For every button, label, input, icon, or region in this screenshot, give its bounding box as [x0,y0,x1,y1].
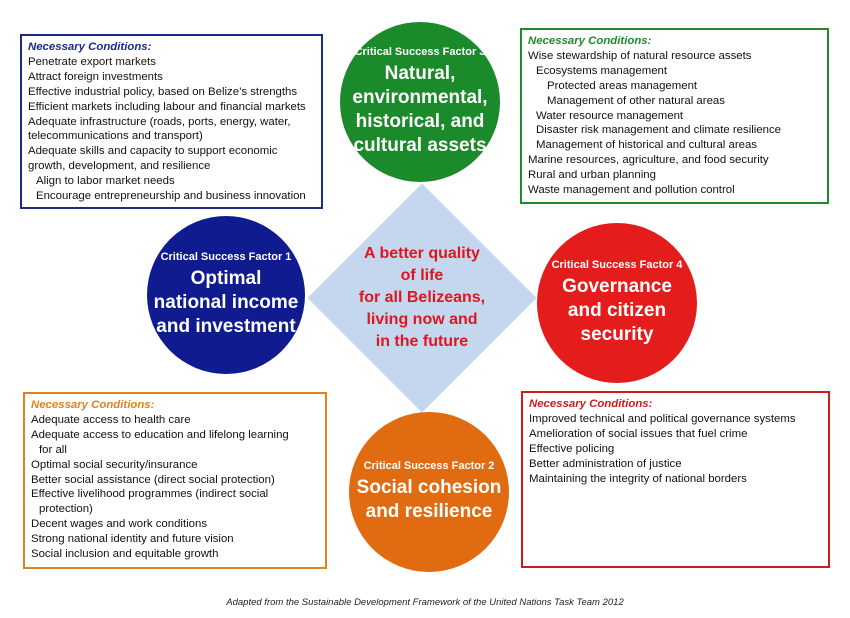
list-item: Protected areas management [547,79,698,92]
central-goal-line: in the future [375,333,469,350]
csf4-circle [537,223,697,383]
list-item: Improved technical and political governance systems [529,412,796,425]
central-goal-line: of life [400,267,444,284]
csf4-conditions-heading: Necessary Conditions: [529,398,653,410]
central-goal-line: living now and [366,311,478,328]
list-item: Management of historical and cultural areas [536,139,757,152]
list-item: Strong national identity and future vision [31,533,234,546]
central-goal-line: for all Belizeans, [358,289,486,306]
csf3-label: Critical Success Factor 3 [354,46,486,58]
list-item: Decent wages and work conditions [31,518,208,531]
list-item: Social inclusion and equitable growth [31,548,219,561]
list-item: for all [39,443,67,456]
list-item: Rural and urban planning [528,169,656,182]
list-item: Encourage entrepreneurship and business innovation [36,190,306,203]
central-goal-text [308,184,536,412]
list-item: Effective policing [529,442,615,455]
csf3-conditions-box [520,28,829,204]
list-item: Maintaining the integrity of national borders [529,472,747,485]
csf2-conditions-box [23,392,327,569]
csf2-label: Critical Success Factor 2 [363,460,495,472]
list-item: Effective livelihood programmes (indirect social [31,488,269,501]
csf3-title-line: historical, and [355,111,485,132]
csf4-title-line: Governance [562,276,672,297]
csf4-conditions-list [529,412,822,487]
list-item: Adequate skills and capacity to support economic [28,145,278,158]
list-item: Adequate infrastructure (roads, ports, energy, water, [28,115,291,128]
list-item: Optimal social security/insurance [31,458,198,471]
csf4-title [562,275,672,347]
list-item: Water resource management [536,109,684,122]
list-item: telecommunications and transport) [28,130,203,143]
csf1-label: Critical Success Factor 1 [160,251,292,263]
list-item: Wise stewardship of natural resource assets [528,49,752,62]
csf2-title-line: and resilience [365,501,493,522]
list-item: Align to labor market needs [36,175,175,188]
csf2-conditions-heading: Necessary Conditions: [31,399,155,411]
csf3-conditions-list [528,49,821,198]
csf3-title-line: Natural, [384,63,456,84]
list-item: Amelioration of social issues that fuel crime [529,427,748,440]
list-item: Waste management and pollution control [528,184,735,197]
csf3-conditions-heading: Necessary Conditions: [528,35,652,47]
csf2-conditions-list [31,413,319,562]
csf4-title-line: and citizen [567,300,667,321]
list-item: Disaster risk management and climate resilience [536,124,781,137]
csf1-title-line: national income [153,292,299,313]
csf1-conditions-box [20,34,323,209]
central-goal-line: A better quality [364,245,480,262]
csf1-conditions-list [28,55,315,204]
list-item: Better administration of justice [529,457,682,470]
list-item: Effective industrial policy, based on Belize’s strengths [28,85,298,98]
source-footnote: Adapted from the Sustainable Development Framework of the United Nations Task Team 2012 [226,597,624,608]
csf4-label: Critical Success Factor 4 [551,259,683,271]
csf4-title-line: security [580,324,654,345]
list-item: Ecosystems management [536,64,668,77]
list-item: Adequate access to health care [31,413,191,426]
list-item: Management of other natural areas [547,94,725,107]
csf3-title [352,62,487,158]
csf2-circle [349,412,509,572]
csf3-title-line: environmental, [352,87,488,108]
list-item: Better social assistance (direct social protection) [31,473,275,486]
csf2-title [357,476,502,524]
csf1-conditions-heading: Necessary Conditions: [28,41,152,53]
csf3-circle [340,22,500,182]
csf1-title [154,267,299,339]
list-item: growth, development, and resilience [28,160,211,173]
list-item: Efficient markets including labour and financial markets [28,100,306,113]
csf1-title-line: and investment [156,316,296,337]
csf1-title-line: Optimal [190,268,262,289]
list-item: Attract foreign investments [28,70,163,83]
csf3-title-line: cultural assets [353,135,487,156]
list-item: Adequate access to education and lifelong learning [31,428,289,441]
list-item: protection) [39,503,93,516]
central-goal [308,184,536,412]
csf4-conditions-box [521,391,830,568]
csf2-title-line: Social cohesion [356,477,502,498]
csf1-circle [147,216,305,374]
list-item: Penetrate export markets [28,55,156,68]
list-item: Marine resources, agriculture, and food security [528,154,769,167]
